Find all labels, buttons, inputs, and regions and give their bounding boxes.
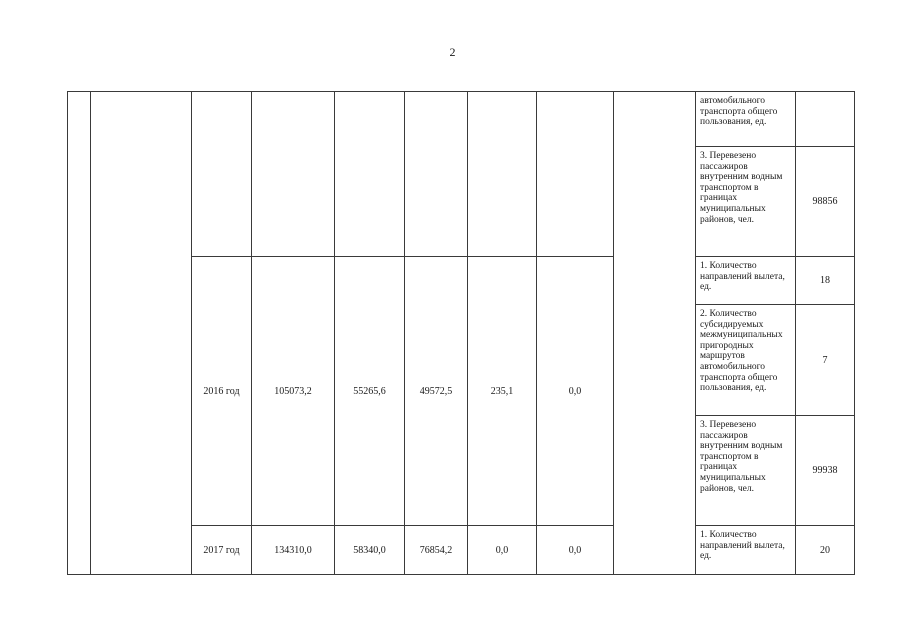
page-number: 2 [449,45,456,59]
value-cell: 49572,5 [405,257,468,526]
indicator-text: автомобильного транспорта общего пользования, ед. [696,92,796,147]
indicator-value [796,92,855,147]
indicator-text: 3. Перевезено пассажиров внутренним водным транспортом в границах муниципальных районов, чел. [696,416,796,526]
value-cell: 235,1 [468,257,537,526]
value-cell [405,92,468,257]
table-row [68,92,855,147]
year-cell [192,92,252,257]
value-cell [537,92,614,257]
indicator-value: 18 [796,257,855,305]
value-cell: 58340,0 [335,526,405,575]
total-cell: 134310,0 [252,526,335,575]
value-cell: 55265,6 [335,257,405,526]
name-cell [91,92,192,575]
value-cell: 0,0 [537,257,614,526]
indicator-text: 2. Количество субсидируемых межмуниципальных пригородных маршрутов автомобильного транспорта общего пользования, ед. [696,305,796,416]
indicator-value: 7 [796,305,855,416]
value-cell [468,92,537,257]
executor-cell [614,92,696,575]
total-cell: 105073,2 [252,257,335,526]
indicator-value: 98856 [796,147,855,257]
value-cell: 76854,2 [405,526,468,575]
total-cell [252,92,335,257]
number-cell [68,92,91,575]
indicator-value: 20 [796,526,855,575]
value-cell: 0,0 [537,526,614,575]
year-cell: 2017 год [192,526,252,575]
year-cell: 2016 год [192,257,252,526]
value-cell [335,92,405,257]
indicator-text: 1. Количество направлений вылета, ед. [696,526,796,575]
indicator-text: 3. Перевезено пассажиров внутренним водным транспортом в границах муниципальных районов, чел. [696,147,796,257]
value-cell: 0,0 [468,526,537,575]
indicator-text: 1. Количество направлений вылета, ед. [696,257,796,305]
program-table [67,91,855,575]
indicator-value: 99938 [796,416,855,526]
